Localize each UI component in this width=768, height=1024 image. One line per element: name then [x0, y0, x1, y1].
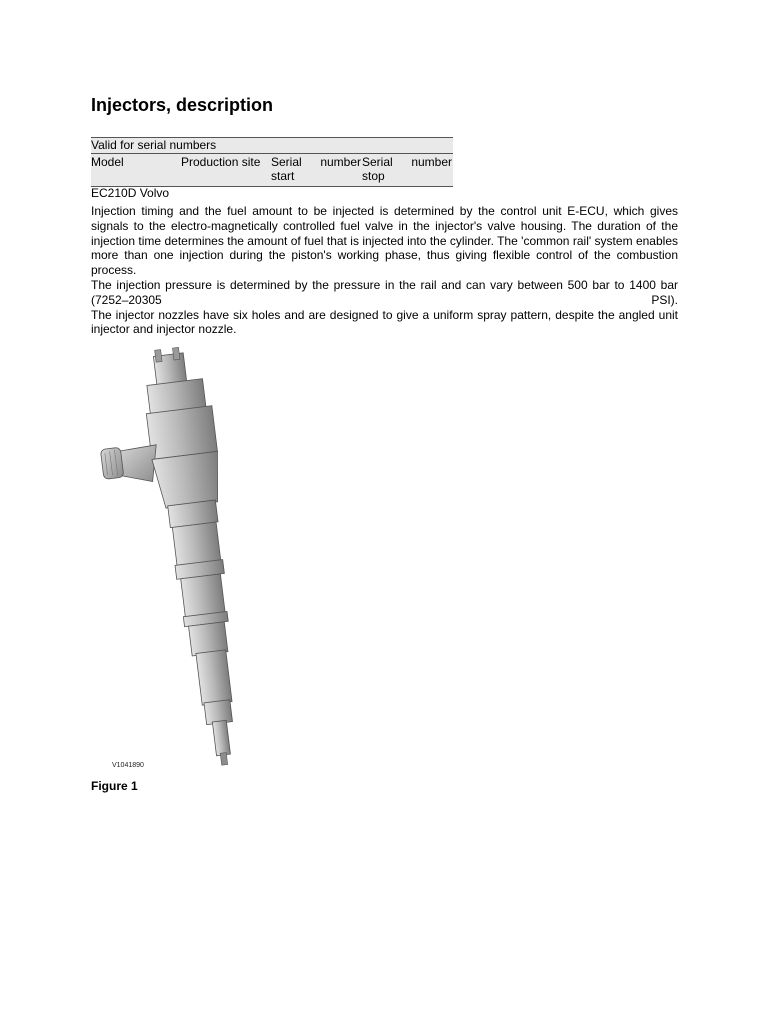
header-serial-start-label: start [271, 169, 295, 183]
paragraph-injection-pressure: The injection pressure is determined by the pressure in the rail and can vary between 500 bar to 1400 bar (7252–20305 PSI). [91, 277, 678, 307]
figure-label: Figure 1 [91, 779, 138, 793]
table-header-row [91, 154, 453, 187]
header-serial-start-word: Serial [271, 155, 302, 169]
paragraph-injection-timing: Injection timing and the fuel amount to be injected is determined by the control unit E-ECU, which gives signals to the electro-magnetically controlled fuel valve in the injector's valve housing. The duration of the injection time determines the amount of fuel that is injected into the cylinder. The 'common rail' system enables more than one injection during the piston's working phase, thus giving flexible control of the combustion process. [91, 204, 678, 278]
page-title: Injectors, description [91, 95, 274, 115]
figure-injector [91, 343, 321, 776]
table-caption: Valid for serial numbers [91, 138, 453, 154]
header-serial-start [271, 154, 362, 187]
header-serial-stop [362, 154, 453, 187]
model-line: EC210D Volvo [91, 186, 170, 200]
header-serial-stop-word: Serial [362, 155, 393, 169]
figure-code: V1041890 [112, 762, 144, 769]
header-serial-stop-number: number [411, 155, 452, 169]
paragraph-injector-nozzles: The injector nozzles have six holes and are designed to give a uniform spray pattern, despite the angled unit injector and injector nozzle. [91, 307, 678, 337]
serial-validity-table [91, 137, 453, 187]
fuel-injector-illustration [91, 343, 321, 776]
header-model: Model [91, 154, 181, 187]
header-serial-stop-label: stop [362, 169, 385, 183]
description-text [91, 204, 678, 337]
header-serial-start-number: number [320, 155, 361, 169]
header-production-site: Production site [181, 154, 271, 187]
